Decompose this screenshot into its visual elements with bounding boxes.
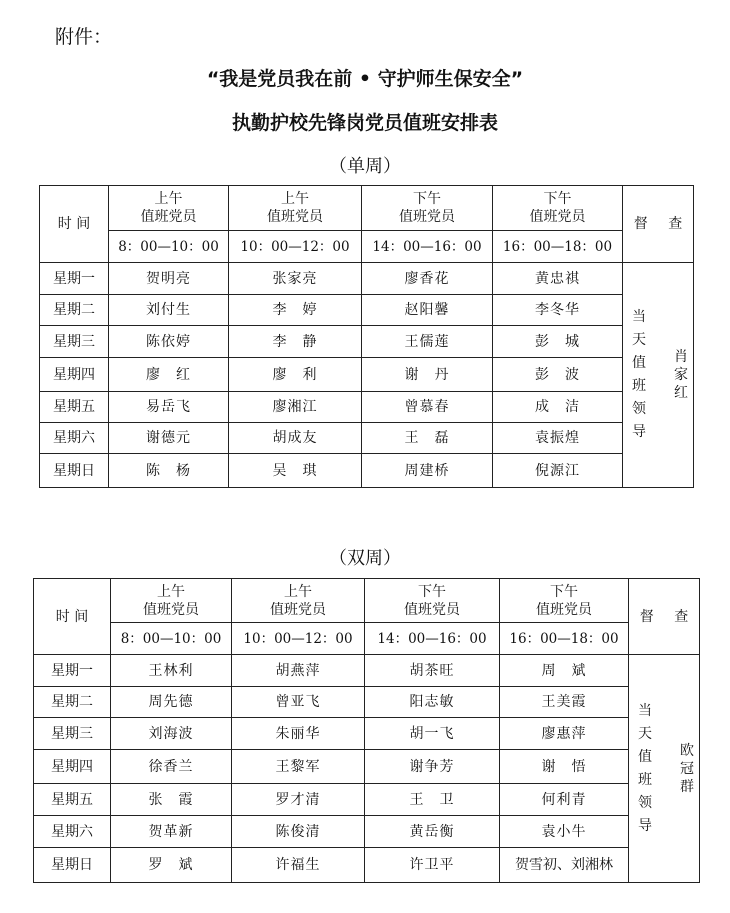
duty-cell: 吴 琪 <box>229 454 362 488</box>
document-subtitle: 执勤护校先锋岗党员值班安排表 <box>231 112 498 134</box>
duty-cell: 周 斌 <box>500 655 629 687</box>
duty-cell: 曾慕春 <box>362 392 493 423</box>
day-label: 星期一 <box>34 655 111 687</box>
slot-role: 值班党员 <box>270 601 326 618</box>
slot-period: 上午 <box>157 583 185 600</box>
slot-period: 下午 <box>550 583 578 600</box>
single-week-label: （单周） <box>329 156 401 177</box>
duty-cell: 王儒莲 <box>362 326 493 358</box>
day-label: 星期四 <box>40 358 109 392</box>
attachment-label: 附件： <box>55 26 113 48</box>
duty-cell: 刘付生 <box>109 295 229 326</box>
duty-cell: 胡成友 <box>229 423 362 454</box>
duty-cell: 谢争芳 <box>365 750 500 784</box>
duty-cell: 彭 波 <box>493 358 623 392</box>
duty-cell: 罗 斌 <box>111 848 232 883</box>
day-label: 星期二 <box>34 687 111 718</box>
slot-header <box>232 579 365 623</box>
slot-hours: 16：00—18：00 <box>493 231 623 263</box>
duty-cell: 许卫平 <box>365 848 500 883</box>
supervise-header: 督 查 <box>629 579 700 655</box>
duty-cell: 何利青 <box>500 784 629 816</box>
slot-period: 下午 <box>543 191 572 207</box>
duty-cell: 李 静 <box>229 326 362 358</box>
day-label: 星期六 <box>34 816 111 848</box>
duty-cell: 张家亮 <box>229 263 362 295</box>
single-week-table <box>39 185 694 488</box>
duty-cell: 廖惠萍 <box>500 718 629 750</box>
day-label: 星期五 <box>40 392 109 423</box>
duty-cell: 易岳飞 <box>109 392 229 423</box>
slot-period: 上午 <box>281 191 309 207</box>
slot-period: 下午 <box>418 583 446 600</box>
duty-cell: 黄岳衡 <box>365 816 500 848</box>
duty-cell: 王 磊 <box>362 423 493 454</box>
duty-cell: 廖 红 <box>109 358 229 392</box>
time-header: 时 间 <box>40 186 109 263</box>
day-label: 星期五 <box>34 784 111 816</box>
duty-cell: 廖 利 <box>229 358 362 392</box>
supervise-header: 督 查 <box>623 186 694 263</box>
duty-cell: 刘海波 <box>111 718 232 750</box>
supervisor-name: 肖家红 <box>674 349 688 401</box>
duty-cell: 倪源江 <box>493 454 623 488</box>
day-label: 星期一 <box>40 263 109 295</box>
duty-cell: 胡燕萍 <box>232 655 365 687</box>
duty-cell: 陈俊清 <box>232 816 365 848</box>
day-label: 星期三 <box>34 718 111 750</box>
slot-header <box>493 186 623 231</box>
document-title: “我是党员我在前 • 守护师生保安全” <box>206 68 524 90</box>
slot-hours: 14：00—16：00 <box>365 623 500 655</box>
duty-cell: 谢 丹 <box>362 358 493 392</box>
slot-header <box>362 186 493 231</box>
duty-cell: 成 洁 <box>493 392 623 423</box>
duty-cell: 周建桥 <box>362 454 493 488</box>
slot-header <box>109 186 229 231</box>
duty-cell: 王林利 <box>111 655 232 687</box>
duty-cell: 廖香花 <box>362 263 493 295</box>
slot-hours: 8：00—10：00 <box>111 623 232 655</box>
slot-hours: 10：00—12：00 <box>232 623 365 655</box>
duty-cell: 贺雪初、刘湘林 <box>500 848 629 883</box>
duty-cell: 谢德元 <box>109 423 229 454</box>
day-label: 星期三 <box>40 326 109 358</box>
slot-period: 上午 <box>154 191 183 207</box>
duty-cell: 彭 城 <box>493 326 623 358</box>
duty-cell: 谢 悟 <box>500 750 629 784</box>
duty-cell: 张 霞 <box>111 784 232 816</box>
supervisor-cell <box>629 655 700 883</box>
supervisor-role: 当天值班领导 <box>638 702 652 834</box>
duty-cell: 徐香兰 <box>111 750 232 784</box>
duty-cell: 胡茶旺 <box>365 655 500 687</box>
slot-role: 值班党员 <box>140 209 197 225</box>
slot-period: 上午 <box>284 583 312 600</box>
slot-header <box>111 579 232 623</box>
double-week-table <box>33 578 700 883</box>
slot-hours: 10：00—12：00 <box>229 231 362 263</box>
slot-period: 下午 <box>413 191 441 207</box>
double-week-label: （双周） <box>329 548 401 569</box>
duty-cell: 陈依婷 <box>109 326 229 358</box>
duty-cell: 周先德 <box>111 687 232 718</box>
duty-cell: 王黎军 <box>232 750 365 784</box>
duty-cell: 廖湘江 <box>229 392 362 423</box>
duty-cell: 曾亚飞 <box>232 687 365 718</box>
slot-hours: 14：00—16：00 <box>362 231 493 263</box>
day-label: 星期日 <box>40 454 109 488</box>
duty-cell: 李冬华 <box>493 295 623 326</box>
slot-role: 值班党员 <box>143 601 199 618</box>
time-header: 时 间 <box>34 579 111 655</box>
duty-cell: 黄忠祺 <box>493 263 623 295</box>
duty-cell: 李 婷 <box>229 295 362 326</box>
supervisor-role: 当天值班领导 <box>632 309 646 440</box>
slot-header <box>229 186 362 231</box>
duty-cell: 袁振煌 <box>493 423 623 454</box>
duty-cell: 陈 杨 <box>109 454 229 488</box>
slot-hours: 16：00—18：00 <box>500 623 629 655</box>
slot-header <box>500 579 629 623</box>
duty-cell: 贺革新 <box>111 816 232 848</box>
duty-cell: 罗才清 <box>232 784 365 816</box>
duty-cell: 朱丽华 <box>232 718 365 750</box>
slot-role: 值班党员 <box>399 209 455 225</box>
slot-role: 值班党员 <box>404 601 460 618</box>
slot-role: 值班党员 <box>536 601 592 618</box>
duty-cell: 贺明亮 <box>109 263 229 295</box>
duty-cell: 王美霞 <box>500 687 629 718</box>
duty-cell: 赵阳馨 <box>362 295 493 326</box>
day-label: 星期二 <box>40 295 109 326</box>
duty-cell: 胡一飞 <box>365 718 500 750</box>
slot-header <box>365 579 500 623</box>
day-label: 星期日 <box>34 848 111 883</box>
duty-cell: 袁小牛 <box>500 816 629 848</box>
day-label: 星期四 <box>34 750 111 784</box>
slot-role: 值班党员 <box>529 209 586 225</box>
duty-cell: 阳志敏 <box>365 687 500 718</box>
supervisor-name: 欧冠群 <box>680 742 694 795</box>
day-label: 星期六 <box>40 423 109 454</box>
supervisor-cell <box>623 263 694 488</box>
duty-cell: 许福生 <box>232 848 365 883</box>
slot-role: 值班党员 <box>267 209 323 225</box>
slot-hours: 8：00—10：00 <box>109 231 229 263</box>
duty-cell: 王 卫 <box>365 784 500 816</box>
